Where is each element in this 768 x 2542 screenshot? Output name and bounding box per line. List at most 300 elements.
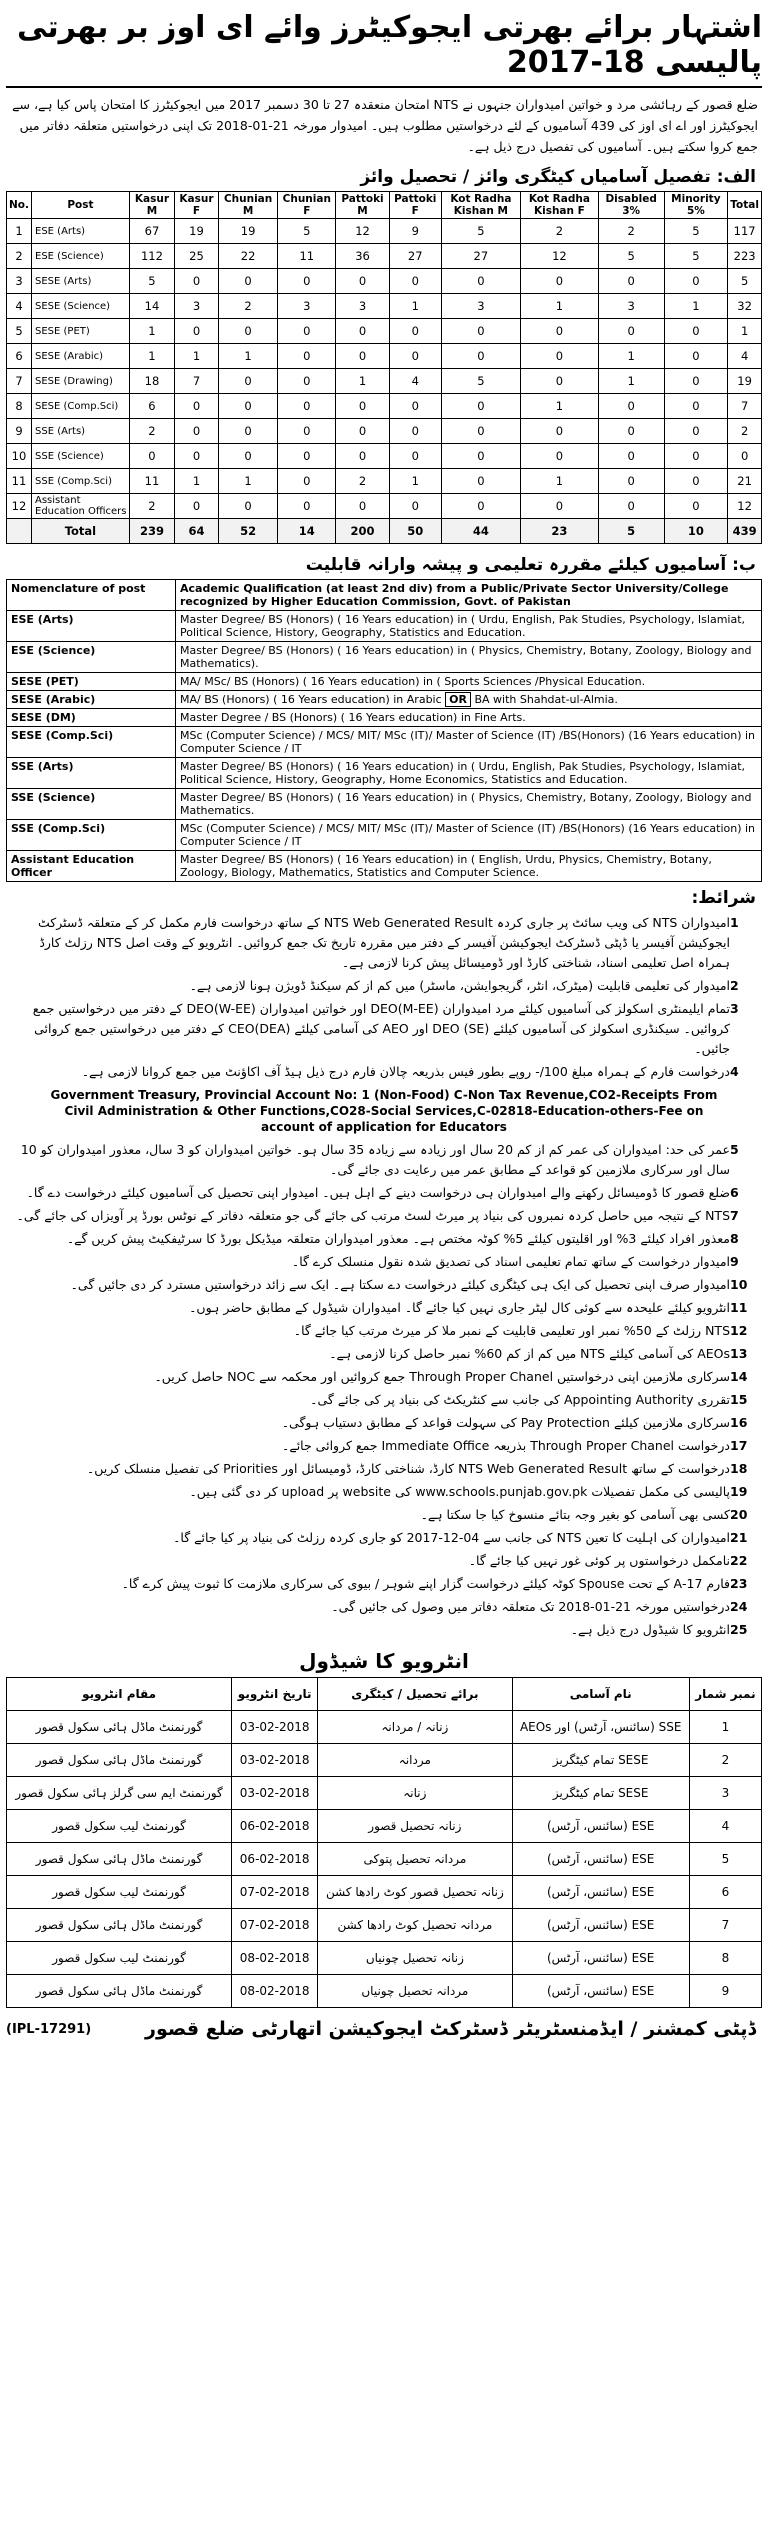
vacancy-post-name: SSE (Comp.Sci) [32,469,130,494]
vacancy-cell: 117 [728,219,762,244]
qualification-detail: Master Degree/ BS (Honors) ( 16 Years education) in ( Urdu, English, Pak Studies, Psychology, Islamiat, Political Science, History, Geography, Statistics and Education. [180,613,746,639]
vacancy-cell: 223 [728,244,762,269]
schedule-cell: گورنمنٹ ایم سی گرلز ہائی سکول قصور [7,1777,232,1810]
schedule-cell: ESE (سائنس، آرٹس) [512,1876,689,1909]
condition-item [6,1551,762,1571]
vacancy-row [7,419,762,444]
qualification-text [176,789,762,820]
qualification-post: SESE (Comp.Sci) [7,727,176,758]
vacancy-col-header: Kot Radha Kishan F [520,192,598,219]
or-badge: OR [445,692,471,707]
schedule-cell: گورنمنٹ ماڈل ہائی سکول قصور [7,1909,232,1942]
condition-text: تقرری Appointing Authority کی جانب سے کنٹریکٹ کی بنیاد پر کی جائے گی۔ [310,1392,730,1407]
vacancy-col-header: Kot Radha Kishan M [441,192,520,219]
condition-item [6,1574,762,1594]
vacancy-cell: 5 [598,244,664,269]
condition-text: درخواست فارم کے ہمراہ مبلغ 100/- روپے بطور فیس بذریعہ چالان فارم درج ذیل ہیڈ آف اکاؤنٹ میں جمع کروانا لازمی ہے۔ [81,1064,730,1079]
vacancy-cell: 0 [664,344,728,369]
vacancy-cell: 0 [664,469,728,494]
vacancy-cell: 9 [7,419,32,444]
vacancy-cell: 11 [129,469,174,494]
vacancy-cell: 0 [336,494,389,519]
vacancy-col-header: Total [728,192,762,219]
vacancy-cell: 0 [728,444,762,469]
vacancy-row [7,369,762,394]
condition-text: فارم 17-A کے تحت Spouse کوٹہ کیلئے درخواست گزار اپنے شوہر / بیوی کی سرکاری ملازمت کا ثبوت پیش کرے گا۔ [121,1576,730,1591]
vacancy-cell: 0 [336,319,389,344]
vacancy-cell: 19 [728,369,762,394]
qualification-text [176,820,762,851]
vacancy-cell: 0 [520,369,598,394]
vacancy-post-name: SSE (Science) [32,444,130,469]
vacancy-col-header: No. [7,192,32,219]
vacancy-cell: 0 [664,494,728,519]
condition-number: 8 [730,1231,739,1246]
qualification-detail: MSc (Computer Science) / MCS/ MIT/ MSc (IT)/ Master of Science (IT) /BS(Honors) (16 Years education) in Computer Science / IT [180,729,756,755]
qualification-detail: MA/ MSc/ BS (Honors) ( 16 Years education) in ( Sports Sciences /Physical Education. [180,675,646,688]
footer [6,2016,762,2056]
vacancy-row [7,294,762,319]
vacancy-cell: 1 [520,394,598,419]
condition-item [6,1275,762,1295]
schedule-cell: 06-02-2018 [232,1843,318,1876]
conditions-heading: شرائط: [691,888,756,908]
vacancy-cell: 5 [664,244,728,269]
vacancy-cell: 0 [598,469,664,494]
qualification-post: SSE (Science) [7,789,176,820]
vacancy-cell: 0 [218,494,277,519]
vacancy-cell: 0 [520,344,598,369]
condition-number: 25 [730,1622,748,1637]
qualification-row [7,709,762,727]
vacancy-post-name: ESE (Science) [32,244,130,269]
vacancy-table-header [7,192,762,219]
vacancy-cell: 0 [389,444,441,469]
qualification-row [7,727,762,758]
vacancy-cell: 0 [598,269,664,294]
qualification-text [176,673,762,691]
vacancy-cell: 5 [441,369,520,394]
qualification-text [176,642,762,673]
condition-number: 18 [730,1461,748,1476]
vacancy-cell: 21 [728,469,762,494]
schedule-row [7,1843,762,1876]
schedule-cell: زنانہ / مردانہ [318,1711,512,1744]
vacancy-cell: 0 [441,419,520,444]
vacancy-cell: 36 [336,244,389,269]
condition-item [6,1413,762,1433]
vacancy-cell: 5 [7,319,32,344]
vacancy-cell: 0 [441,444,520,469]
vacancy-total-cell: 23 [520,519,598,544]
schedule-cell: زنانہ تحصیل قصور [318,1810,512,1843]
condition-text: عمر کی حد: امیدواران کی عمر کم از کم 20 سال اور زیادہ سے زیادہ 35 سال ہو۔ خواتین امیدواران کو 3 سال، معذور امیدواران کو 10 سال اور سرکاری ملازمین کو قواعد کے مطابق عمر میں رعایت دی جائے گی۔ [20,1142,730,1177]
condition-text: سرکاری ملازمین اپنی درخواستیں Through Proper Chanel جمع کروائیں اور محکمہ سے NOC حاصل کریں۔ [154,1369,730,1384]
schedule-cell: زنانہ تحصیل چونیاں [318,1942,512,1975]
vacancy-col-header: Minority 5% [664,192,728,219]
schedule-row [7,1810,762,1843]
condition-item [6,1062,762,1082]
vacancy-cell: 0 [389,394,441,419]
schedule-cell: 03-02-2018 [232,1744,318,1777]
vacancy-row [7,394,762,419]
treasury-account-text: Government Treasury, Provincial Account No: 1 (Non-Food) C-Non Tax Revenue,CO2-Receipts From Civil Administration & Other Functions,CO28-Social Services,C-02818-Education-others-Fee on account of application for Educators [50,1088,718,1134]
condition-text: درخواست کے ساتھ NTS Web Generated Result کارڈ، شناختی کارڈ، ڈومیسائل اور Priorities کی تفصیل منسلک کریں۔ [86,1461,730,1476]
vacancy-cell: 19 [175,219,219,244]
condition-text: امیدوار کی تعلیمی قابلیت (میٹرک، انٹر، گریجوایشن، ماسٹر) میں کم از کم سیکنڈ ڈویژن ہونا لازمی ہے۔ [189,978,730,993]
condition-text: امیدوار صرف اپنی تحصیل کی ایک ہی کیٹگری کیلئے درخواست دے سکتا ہے۔ ایک سے زائد درخواستیں مسترد کر دی جائیں گی۔ [70,1277,730,1292]
condition-item [6,1390,762,1410]
qualification-detail: Master Degree/ BS (Honors) ( 16 Years education) in ( Physics, Chemistry, Botany, Zoology, Biology and Mathematics. [180,791,752,817]
vacancy-cell: 0 [389,319,441,344]
vacancy-cell: 0 [218,319,277,344]
schedule-row [7,1909,762,1942]
condition-item [6,1298,762,1318]
vacancy-cell: 0 [664,269,728,294]
schedule-cell: مردانہ تحصیل پتوکی [318,1843,512,1876]
vacancy-total-row [7,519,762,544]
vacancy-row [7,219,762,244]
vacancy-cell: 0 [278,319,336,344]
schedule-cell: 8 [689,1942,761,1975]
qualification-text [176,709,762,727]
condition-item [6,1459,762,1479]
schedule-col-header: برائے تحصیل / کیٹگری [318,1678,512,1711]
vacancy-cell: 22 [218,244,277,269]
vacancy-row [7,344,762,369]
qualification-detail: Master Degree / BS (Honors) ( 16 Years education) in Fine Arts. [180,711,526,724]
vacancy-cell: 2 [728,419,762,444]
vacancy-cell: 0 [520,269,598,294]
condition-number: 10 [730,1277,748,1292]
vacancy-cell: 0 [389,344,441,369]
vacancy-cell: 1 [218,469,277,494]
vacancy-cell: 10 [7,444,32,469]
ipl-number: (IPL-17291) [6,2022,92,2037]
vacancy-cell: 0 [389,494,441,519]
vacancy-total-cell: 200 [336,519,389,544]
vacancy-cell: 3 [7,269,32,294]
vacancy-cell: 5 [441,219,520,244]
condition-item [6,913,762,973]
vacancy-col-header: Chunian M [218,192,277,219]
section-a-heading: الف: تفصیل آسامیاں کیٹگری وائز / تحصیل وائز [360,167,756,187]
qualification-row [7,611,762,642]
vacancy-cell: 1 [520,469,598,494]
vacancy-cell: 0 [598,494,664,519]
vacancy-cell: 25 [175,244,219,269]
vacancy-cell: 0 [278,369,336,394]
vacancy-total-cell: 14 [278,519,336,544]
qualification-row [7,642,762,673]
qualification-post: ESE (Science) [7,642,176,673]
vacancy-cell: 0 [175,319,219,344]
schedule-cell: 07-02-2018 [232,1909,318,1942]
vacancy-row [7,494,762,519]
condition-number: 4 [730,1064,739,1079]
vacancy-post-name: ESE (Arts) [32,219,130,244]
schedule-cell: 7 [689,1909,761,1942]
condition-item [6,1321,762,1341]
condition-number: 1 [730,915,739,930]
schedule-cell: 6 [689,1876,761,1909]
vacancy-col-header: Disabled 3% [598,192,664,219]
vacancy-cell: 0 [520,419,598,444]
condition-text: سرکاری ملازمین کیلئے Pay Protection کی سہولت قواعد کے مطابق دستیاب ہوگی۔ [281,1415,730,1430]
vacancy-cell: 1 [664,294,728,319]
condition-item [6,976,762,996]
vacancy-cell: 12 [7,494,32,519]
vacancy-cell: 5 [129,269,174,294]
schedule-cell: ESE (سائنس، آرٹس) [512,1810,689,1843]
vacancy-cell: 6 [129,394,174,419]
condition-item [6,1206,762,1226]
condition-number: 13 [730,1346,748,1361]
schedule-cell: ESE (سائنس، آرٹس) [512,1942,689,1975]
vacancy-cell: 12 [728,494,762,519]
condition-number: 14 [730,1369,748,1384]
condition-text: امیدواران NTS کی ویب سائٹ پر جاری کردہ NTS Web Generated Result کے ساتھ درخواست فارم مکمل کر کے متعلقہ ڈسٹرکٹ ایجوکیشن آفیسر یا ڈپٹی ڈسٹرکٹ ایجوکیشن آفیسر کے دفتر میں مقررہ تاریخ تک جمع کروائیں۔ انٹرویو کے وقت اصل NTS رزلٹ کارڈ ہمراہ اصل تعلیمی اسناد، شناختی کارڈ اور ڈومیسائل پیش کرنا لازمی ہے۔ [37,915,730,970]
condition-text: AEOs کی آسامی کیلئے NTS میں کم از کم 60% نمبر حاصل کرنا لازمی ہے۔ [329,1346,730,1361]
vacancy-cell: 3 [336,294,389,319]
condition-item [6,1183,762,1203]
qualification-detail: Master Degree/ BS (Honors) ( 16 Years education) in ( Urdu, English, Pak Studies, Psychology, Islamiat, Political Science, History, Geography, Home Economics, Statistics and Education. [180,760,746,786]
condition-item [6,1344,762,1364]
condition-number: 23 [730,1576,748,1591]
condition-text: امیدوار درخواست کے ساتھ تمام تعلیمی اسناد کی تصدیق شدہ نقول منسلک کرے گا۔ [291,1254,730,1269]
qualification-text [176,611,762,642]
qualification-alternative: BA with Shahdat-ul-Almia. [474,693,618,706]
condition-text: NTS رزلٹ کے 50% نمبر اور تعلیمی قابلیت کے نمبر ملا کر میرٹ مرتب کیا جائے گا۔ [293,1323,730,1338]
vacancy-cell: 0 [520,319,598,344]
condition-text: امیدواران کی اہلیت کا تعین NTS کی جانب سے 04-12-2017 کو جاری کردہ رزلٹ کی بنیاد پر کیا جائے گا۔ [173,1530,730,1545]
vacancy-col-header: Post [32,192,130,219]
vacancy-col-header: Kasur M [129,192,174,219]
qualification-text [176,727,762,758]
schedule-cell: مردانہ تحصیل چونیاں [318,1975,512,2008]
condition-item [6,1252,762,1272]
schedule-cell: گورنمنٹ لیب سکول قصور [7,1810,232,1843]
vacancy-cell: 2 [218,294,277,319]
condition-item [6,1597,762,1617]
schedule-cell: 03-02-2018 [232,1711,318,1744]
vacancy-cell: 1 [7,219,32,244]
schedule-cell: گورنمنٹ ماڈل ہائی سکول قصور [7,1843,232,1876]
qualification-header-post: Nomenclature of post [7,580,176,611]
vacancy-cell: 0 [175,419,219,444]
vacancy-cell: 19 [218,219,277,244]
vacancy-cell: 1 [175,469,219,494]
interview-schedule-table [6,1677,762,2008]
vacancy-cell: 0 [389,269,441,294]
condition-item [6,999,762,1059]
vacancy-cell: 2 [129,494,174,519]
condition-item [6,1436,762,1456]
schedule-cell: 06-02-2018 [232,1810,318,1843]
vacancy-cell: 5 [664,219,728,244]
vacancy-cell: 1 [129,344,174,369]
vacancy-cell: 0 [664,369,728,394]
vacancy-cell: 0 [278,269,336,294]
condition-item [6,1140,762,1180]
vacancy-cell: 0 [441,394,520,419]
schedule-cell: 5 [689,1843,761,1876]
vacancy-row [7,469,762,494]
vacancy-cell: 3 [598,294,664,319]
vacancy-col-header: Kasur F [175,192,219,219]
vacancy-cell: 5 [278,219,336,244]
condition-item [6,1620,762,1640]
vacancy-cell: 1 [129,319,174,344]
vacancy-row [7,319,762,344]
vacancy-post-name: SSE (Arts) [32,419,130,444]
condition-number: 22 [730,1553,748,1568]
schedule-col-header: تاریخ انٹرویو [232,1678,318,1711]
vacancy-cell: 0 [336,419,389,444]
schedule-cell: 4 [689,1810,761,1843]
vacancy-cell: 27 [389,244,441,269]
schedule-cell: 2 [689,1744,761,1777]
qualification-text [176,758,762,789]
condition-number: 24 [730,1599,748,1614]
qualification-text [176,851,762,882]
schedule-cell: گورنمنٹ ماڈل ہائی سکول قصور [7,1975,232,2008]
vacancy-cell: 1 [598,344,664,369]
vacancy-cell: 12 [336,219,389,244]
schedule-cell: SESE تمام کیٹگریز [512,1777,689,1810]
vacancy-cell: 1 [598,369,664,394]
vacancy-cell: 5 [728,269,762,294]
vacancy-total-cell: 439 [728,519,762,544]
vacancy-total-cell: 10 [664,519,728,544]
condition-text: درخواست Through Proper Chanel بذریعہ Immediate Office جمع کروائی جائے۔ [282,1438,730,1453]
vacancy-cell: 2 [336,469,389,494]
vacancy-col-header: Chunian F [278,192,336,219]
vacancy-cell: 67 [129,219,174,244]
condition-number: 6 [730,1185,739,1200]
condition-number: 11 [730,1300,748,1315]
vacancy-cell: 0 [441,269,520,294]
vacancy-cell: 4 [728,344,762,369]
vacancy-total-cell: 50 [389,519,441,544]
schedule-body [7,1711,762,2008]
schedule-col-header: مقام انٹرویو [7,1678,232,1711]
vacancy-cell: 32 [728,294,762,319]
qualification-detail: MA/ BS (Honors) ( 16 Years education) in Arabic [180,693,442,706]
vacancy-cell: 0 [598,444,664,469]
condition-number: 15 [730,1392,748,1407]
qualification-post: SESE (DM) [7,709,176,727]
vacancy-cell: 1 [389,469,441,494]
condition-number: 16 [730,1415,748,1430]
condition-number: 19 [730,1484,748,1499]
vacancy-cell: 0 [278,419,336,444]
schedule-heading: انٹرویو کا شیڈول [299,1649,469,1673]
qualification-header-qual: Academic Qualification (at least 2nd div) from a Public/Private Sector University/College recognized by Higher Education Commission, Govt. of Pakistan [176,580,762,611]
schedule-cell: گورنمنٹ ماڈل ہائی سکول قصور [7,1711,232,1744]
vacancy-total-cell: Total [32,519,130,544]
vacancy-cell: 14 [129,294,174,319]
section-b-heading: ب: آسامیوں کیلئے مقررہ تعلیمی و پیشہ وارانہ قابلیت [305,555,756,575]
vacancy-cell: 0 [129,444,174,469]
qualification-table [6,579,762,882]
vacancy-total-cell: 64 [175,519,219,544]
schedule-cell: 9 [689,1975,761,2008]
schedule-cell: 3 [689,1777,761,1810]
vacancy-cell: 0 [336,394,389,419]
vacancy-total-cell [7,519,32,544]
vacancy-cell: 0 [278,444,336,469]
vacancy-cell: 6 [7,344,32,369]
qualification-row [7,758,762,789]
schedule-row [7,1876,762,1909]
vacancy-post-name: SESE (Drawing) [32,369,130,394]
condition-number: 2 [730,978,739,993]
vacancy-cell: 0 [598,394,664,419]
qualification-detail: Master Degree/ BS (Honors) ( 16 Years education) in ( Physics, Chemistry, Botany, Zoology, Biology and Mathematics). [180,644,752,670]
schedule-cell: 1 [689,1711,761,1744]
vacancy-cell: 9 [389,219,441,244]
vacancy-cell: 0 [520,494,598,519]
qualification-detail: MSc (Computer Science) / MCS/ MIT/ MSc (IT)/ Master of Science (IT) /BS(Honors) (16 Years education) in Computer Science / IT [180,822,756,848]
vacancy-cell: 3 [175,294,219,319]
schedule-cell: گورنمنٹ لیب سکول قصور [7,1876,232,1909]
vacancy-cell: 0 [664,394,728,419]
condition-item [6,1229,762,1249]
vacancy-cell: 4 [7,294,32,319]
vacancy-cell: 0 [278,494,336,519]
advertisement-page [6,6,762,2056]
qualification-header-row [7,580,762,611]
conditions-list [6,913,762,1640]
vacancy-cell: 0 [218,369,277,394]
qualification-detail: Master Degree/ BS (Honors) ( 16 Years education) in ( English, Urdu, Physics, Chemistry, Botany, Zoology, Biology, Mathematics, Statistics and Computer Science. [180,853,712,879]
qualification-post: ESE (Arts) [7,611,176,642]
vacancy-cell: 0 [175,394,219,419]
vacancy-cell: 18 [129,369,174,394]
vacancy-post-name: Assistant Education Officers [32,494,130,519]
vacancy-cell: 0 [336,269,389,294]
schedule-col-header: نام آسامی [512,1678,689,1711]
qualification-text [176,691,762,709]
qualification-row [7,691,762,709]
vacancy-cell: 27 [441,244,520,269]
vacancy-cell: 0 [336,444,389,469]
vacancy-col-header: Pattoki F [389,192,441,219]
vacancy-cell: 1 [218,344,277,369]
vacancy-cell: 7 [728,394,762,419]
vacancy-cell: 12 [520,244,598,269]
schedule-header [7,1678,762,1711]
schedule-cell: گورنمنٹ لیب سکول قصور [7,1942,232,1975]
qualification-post: Assistant Education Officer [7,851,176,882]
vacancy-cell: 0 [278,394,336,419]
vacancy-cell: 0 [598,319,664,344]
qualification-post: SSE (Arts) [7,758,176,789]
vacancy-post-name: SESE (Arabic) [32,344,130,369]
vacancy-cell: 2 [598,219,664,244]
vacancy-cell: 4 [389,369,441,394]
signature-authority: ڈپٹی کمشنر / ایڈمنسٹریٹر ڈسٹرکٹ ایجوکیشن اتھارٹی ضلع قصور [145,2018,756,2040]
qualification-row [7,673,762,691]
vacancy-cell: 0 [175,444,219,469]
condition-text: کسی بھی آسامی کو بغیر وجہ بتائے منسوخ کیا جا سکتا ہے۔ [420,1507,730,1522]
vacancy-total-cell: 44 [441,519,520,544]
condition-item [6,1528,762,1548]
vacancy-cell: 0 [664,444,728,469]
vacancy-total-cell: 5 [598,519,664,544]
qualification-post: SESE (PET) [7,673,176,691]
